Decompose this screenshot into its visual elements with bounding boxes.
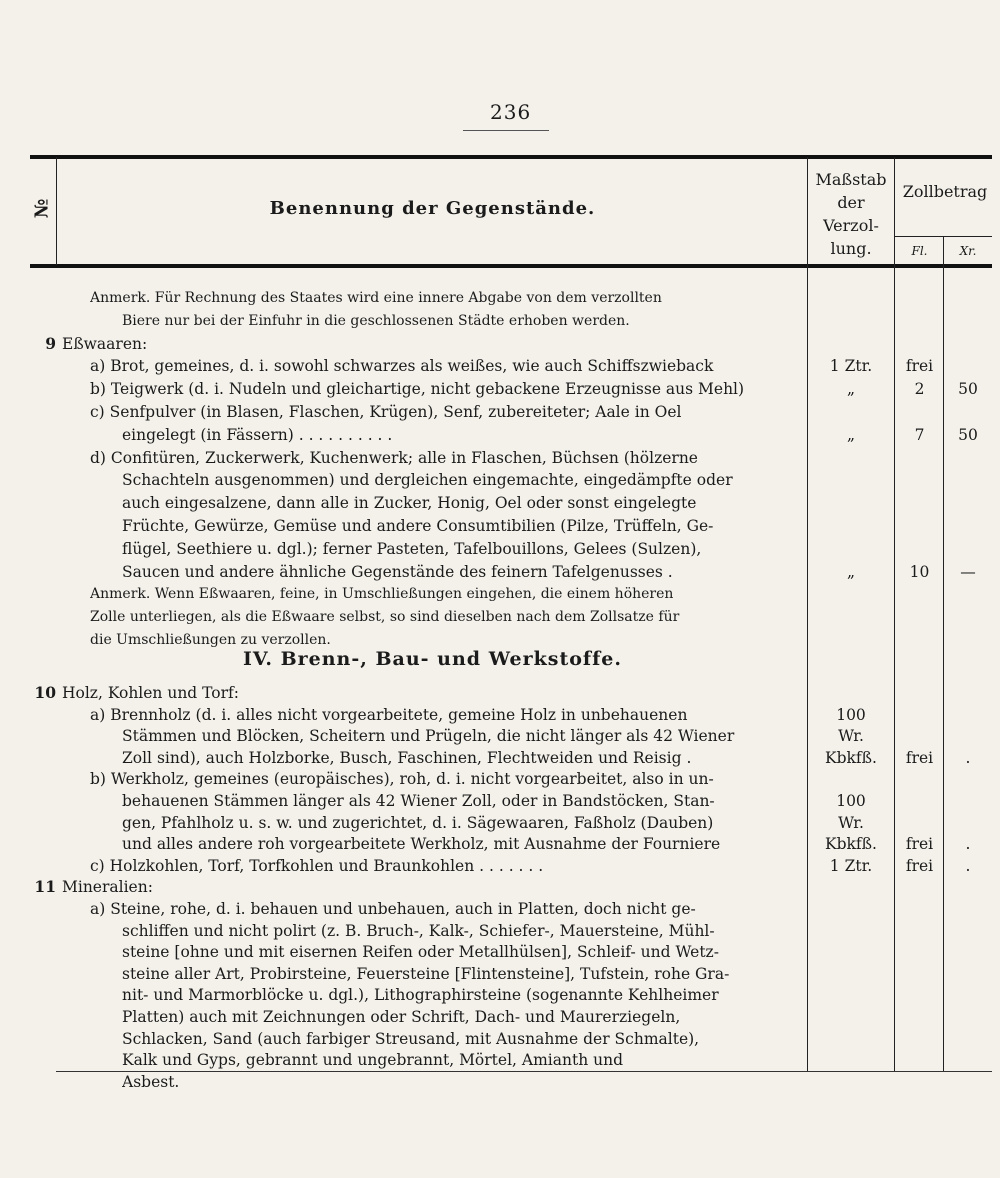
- table-row: [0, 332, 1000, 356]
- row-text: Früchte, Gewürze, Gemüse und andere Consumtibilien (Pilze, Trüffeln, Ge-: [122, 517, 714, 535]
- table-row: [0, 983, 1000, 1007]
- row-text: flügel, Seethiere u. dgl.); ferner Pasteten, Tafelbouillons, Gelees (Sulzen),: [122, 539, 702, 558]
- table-row: [0, 767, 1000, 791]
- row-text: steine aller Art, Probirsteine, Feuersteine [Flintensteine], Tufstein, rohe Gra-: [122, 964, 730, 983]
- table-row: [0, 1005, 1000, 1029]
- table-row: [0, 605, 1000, 629]
- table-row: [0, 724, 1000, 748]
- table-row: [0, 875, 1000, 899]
- xr-cell: .: [965, 835, 971, 854]
- row-text: die Umschließungen zu verzollen.: [90, 632, 331, 648]
- row-text: steine [ohne und mit eisernen Reifen oder Metallhülsen], Schleif- und Wetz-: [122, 943, 719, 962]
- row-text: Stämmen und Blöcken, Scheitern und Prügeln, die nicht länger als 42 Wiener: [122, 727, 735, 746]
- row-text: Asbest.: [122, 1072, 180, 1091]
- fl-cell: frei: [905, 856, 934, 875]
- fl-cell: 2: [914, 380, 925, 399]
- xr-cell: 50: [958, 425, 978, 444]
- table-row: [0, 582, 1000, 606]
- table-row: [0, 789, 1000, 813]
- table-row: [0, 400, 1000, 424]
- table-row: [0, 1070, 1000, 1094]
- massstab-cell: 1 Ztr.: [829, 856, 873, 875]
- table-row: [0, 377, 1000, 401]
- row-text: Anmerk. Für Rechnung des Staates wird eine innere Abgabe von dem verzollten: [90, 290, 662, 306]
- row-text: Saucen und andere ähnliche Gegenstände des feinern Tafelgenusses .: [122, 562, 673, 581]
- fl-cell: frei: [905, 748, 934, 767]
- header-fl: Fl.: [911, 244, 928, 258]
- item-number: 10: [34, 683, 56, 702]
- row-text: Platten) auch mit Zeichnungen oder Schrift, Dach- und Maurerziegeln,: [122, 1008, 681, 1026]
- table-row: [0, 491, 1000, 515]
- table-row: [0, 919, 1000, 943]
- massstab-cell: 1 Ztr.: [829, 357, 873, 376]
- row-text: b) Teigwerk (d. i. Nudeln und gleichartige, nicht gebackene Erzeugnisse aus Mehl): [90, 380, 745, 399]
- item-number: 9: [45, 333, 56, 353]
- header-title: Benennung der Gegenstände.: [269, 198, 596, 219]
- row-text: Schachteln ausgenommen) und dergleichen eingemachte, eingedämpfte oder: [122, 471, 733, 490]
- xr-cell: 50: [958, 380, 978, 399]
- table-row: [0, 537, 1000, 561]
- table-row: [0, 1027, 1000, 1051]
- massstab-cell: „: [846, 425, 856, 444]
- massstab-cell: Kbkfß.: [825, 835, 877, 854]
- fl-cell: 7: [914, 425, 925, 444]
- table-row: [0, 423, 1000, 447]
- row-text: c) Senfpulver (in Blasen, Flaschen, Krügen), Senf, zubereiteter; Aale in Oel: [90, 403, 682, 421]
- xr-cell: .: [965, 856, 971, 875]
- row-text: behauenen Stämmen länger als 42 Wiener Zoll, oder in Bandstöcken, Stan-: [122, 792, 715, 810]
- row-text: Anmerk. Wenn Eßwaaren, feine, in Umschließungen eingehen, die einem höheren: [90, 586, 674, 603]
- massstab-cell: Kbkfß.: [825, 748, 877, 767]
- row-text: gen, Pfahlholz u. s. w. und zugerichtet, d. i. Sägewaaren, Faßholz (Dauben): [122, 813, 714, 832]
- section-heading: IV. Brenn-, Bau- und Werkstoffe.: [243, 648, 622, 670]
- table-row: [0, 286, 1000, 310]
- massstab-cell: 100: [836, 705, 866, 724]
- row-text: d) Confitüren, Zuckerwerk, Kuchenwerk; alle in Flaschen, Büchsen (hölzerne: [90, 448, 698, 467]
- table-row: [0, 468, 1000, 492]
- row-text: c) Holzkohlen, Torf, Torfkohlen und Braunkohlen . . . . . . .: [90, 856, 544, 875]
- row-text: Kalk und Gyps, gebrannt und ungebrannt, Mörtel, Amianth und: [122, 1051, 623, 1070]
- row-text: b) Werkholz, gemeines (europäisches), roh, d. i. nicht vorgearbeitet, also in un-: [90, 770, 714, 789]
- table-row: [0, 832, 1000, 856]
- header-massstab-line: der: [837, 193, 865, 212]
- header-number-symbol: №: [31, 198, 53, 219]
- header-bottom-rule: [30, 264, 992, 268]
- header-massstab-line: Maßstab: [815, 170, 887, 189]
- zollbetrag-subheader-rule: [894, 236, 992, 237]
- row-text: eingelegt (in Fässern) . . . . . . . . . .: [122, 425, 393, 444]
- table-row: [0, 514, 1000, 538]
- item-number: 11: [34, 877, 56, 897]
- table-row: [0, 1048, 1000, 1072]
- fl-cell: frei: [905, 835, 934, 854]
- row-text: auch eingesalzene, dann alle in Zucker, Honig, Oel oder sonst eingelegte: [122, 494, 697, 513]
- row-text: nit- und Marmorblöcke u. dgl.), Lithographirsteine (sogenannte Kehlheimer: [122, 986, 719, 1005]
- header-massstab: [808, 168, 894, 260]
- table-bottom-rule: [56, 1071, 992, 1072]
- fl-cell: 10: [909, 562, 930, 581]
- table-row: [0, 309, 1000, 333]
- header-zollbetrag: Zollbetrag: [902, 182, 988, 201]
- table-top-rule: [30, 155, 992, 159]
- page-number: 236: [490, 100, 532, 124]
- xr-cell: .: [965, 748, 971, 767]
- xr-cell: —: [960, 562, 976, 581]
- massstab-cell: „: [846, 380, 856, 399]
- table-row: [0, 811, 1000, 835]
- table-row: [0, 962, 1000, 986]
- row-text: a) Brennholz (d. i. alles nicht vorgearbeitete, gemeine Holz in unbehauenen: [90, 705, 688, 724]
- table-row: [0, 940, 1000, 964]
- table-row: [0, 446, 1000, 470]
- massstab-cell: Wr.: [838, 727, 864, 746]
- row-text: schliffen und nicht polirt (z. B. Bruch-, Kalk-, Schiefer-, Mauersteine, Mühl-: [122, 921, 715, 940]
- row-text: Biere nur bei der Einfuhr in die geschlossenen Städte erhoben werden.: [122, 312, 630, 329]
- header-xr: Xr.: [959, 244, 977, 258]
- page-number-rule: [463, 130, 549, 131]
- row-text: Eßwaaren:: [62, 334, 148, 353]
- massstab-cell: Wr.: [838, 813, 864, 832]
- table-row: [0, 681, 1000, 705]
- row-text: a) Brot, gemeines, d. i. sowohl schwarzes als weißes, wie auch Schiffszwieback: [90, 357, 714, 376]
- number-column-divider: [56, 157, 57, 265]
- massstab-cell: „: [846, 562, 856, 581]
- row-text: Schlacken, Sand (auch farbiger Streusand, mit Ausnahme der Schmalte),: [122, 1029, 700, 1048]
- table-row: [0, 746, 1000, 770]
- header-massstab-line: lung.: [830, 239, 872, 258]
- row-text: Holz, Kohlen und Torf:: [62, 684, 239, 702]
- row-text: Zoll sind), auch Holzborke, Busch, Faschinen, Flechtweiden und Reisig .: [122, 748, 692, 767]
- row-text: a) Steine, rohe, d. i. behauen und unbehauen, auch in Platten, doch nicht ge-: [90, 900, 696, 918]
- header-massstab-line: Verzol-: [823, 216, 879, 235]
- row-text: Zolle unterliegen, als die Eßwaare selbst, so sind dieselben nach dem Zollsatze für: [90, 609, 680, 626]
- massstab-cell: 100: [836, 792, 866, 810]
- table-row: [0, 560, 1000, 584]
- row-text: und alles andere roh vorgearbeitete Werkholz, mit Ausnahme der Fourniere: [122, 835, 721, 854]
- table-row: [0, 703, 1000, 727]
- table-row: [0, 897, 1000, 921]
- fl-cell: frei: [905, 357, 934, 376]
- table-row: [0, 854, 1000, 878]
- row-text: Mineralien:: [62, 878, 153, 897]
- table-row: [0, 354, 1000, 378]
